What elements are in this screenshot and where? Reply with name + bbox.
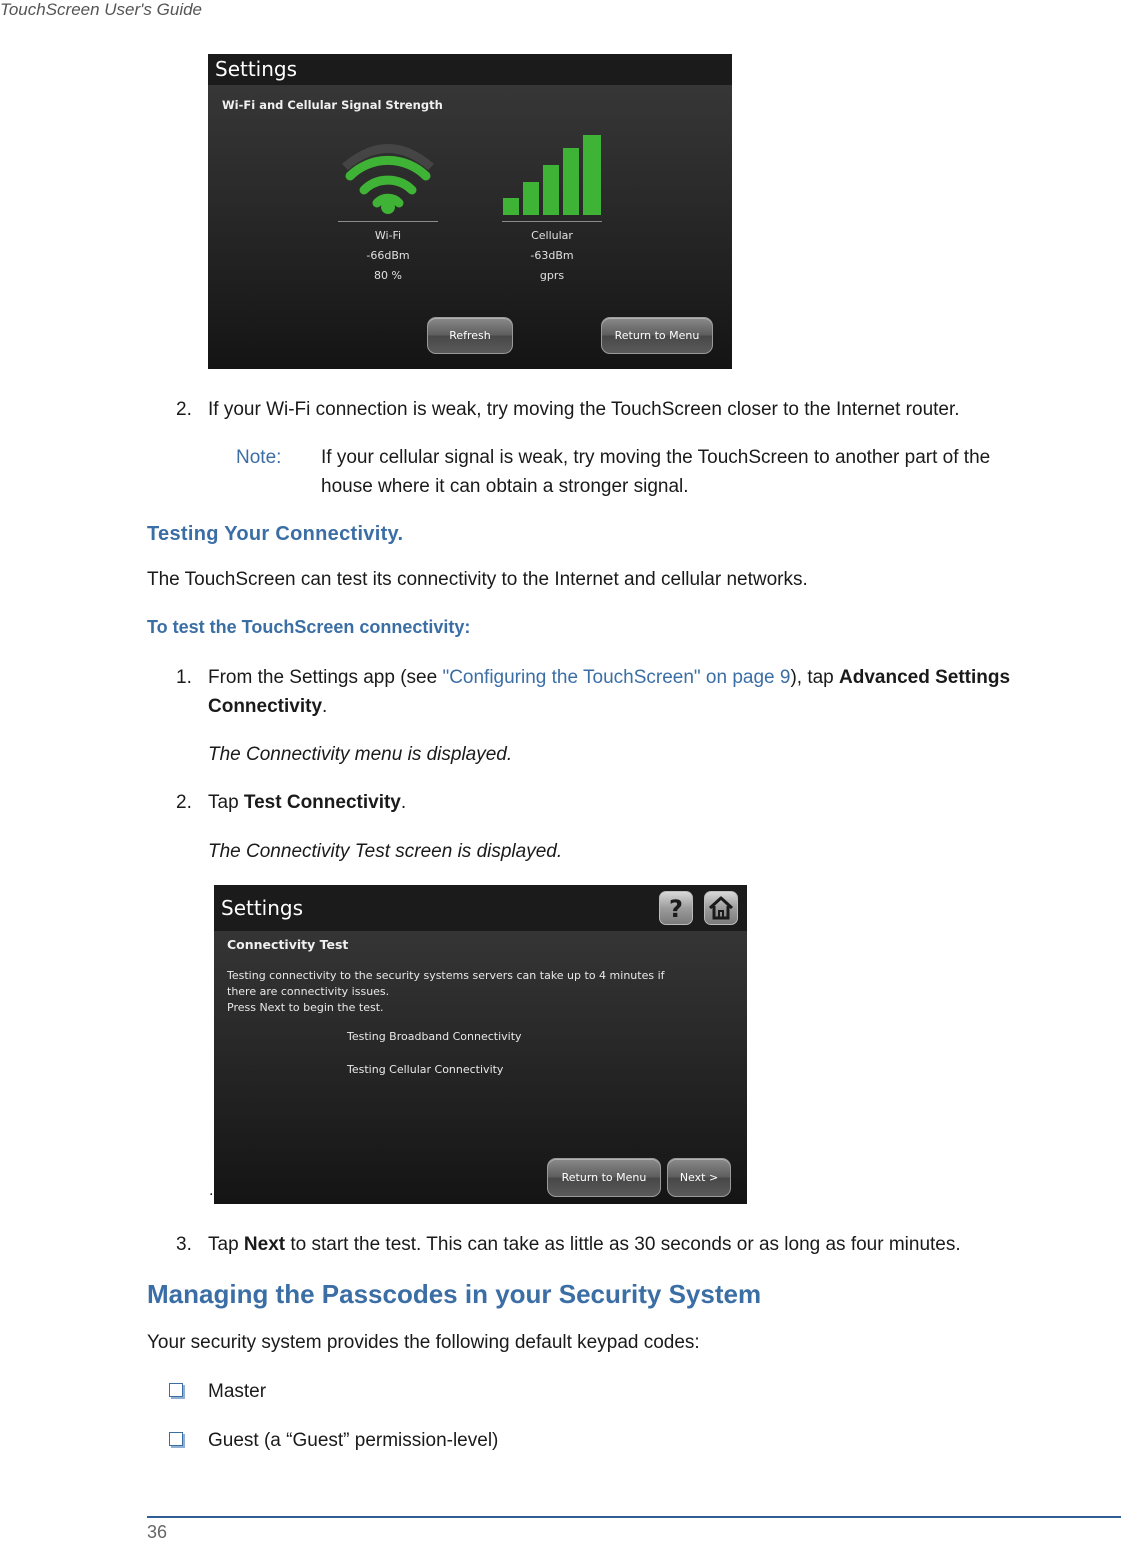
next-term: Next: [243, 1234, 286, 1255]
step-3-pre: Tap: [208, 1234, 244, 1255]
next-button[interactable]: Next >: [667, 1158, 731, 1197]
description-line-1: Testing connectivity to the security systems servers can take up to 4 minutes if: [227, 969, 665, 982]
cellular-dbm: -63dBm: [530, 249, 574, 262]
screen-subtitle: Wi-Fi and Cellular Signal Strength: [222, 98, 443, 112]
cellular-network: gprs: [539, 269, 565, 282]
note-label: Note:: [236, 447, 282, 468]
step-2-pre: Tap: [208, 792, 244, 813]
cellular-test-item: Testing Cellular Connectivity: [347, 1063, 504, 1076]
svg-text:?: ?: [669, 895, 683, 923]
step-2-post: .: [400, 792, 407, 813]
cellular-separator: [502, 221, 602, 222]
step-number: 1.: [176, 667, 192, 688]
list-item: Guest (a “Guest” permission-level): [208, 1430, 499, 1451]
cellular-bar-4: [563, 148, 579, 215]
section-heading: Testing Your Connectivity.: [147, 523, 404, 545]
step-3-text: [208, 1230, 961, 1259]
footer-rule: [147, 1516, 1121, 1518]
home-icon: [705, 892, 737, 924]
question-mark-icon: [660, 892, 692, 924]
connectivity-term: Connectivity: [208, 696, 323, 717]
screen-subtitle: Connectivity Test: [227, 937, 349, 952]
cellular-bar-2: [523, 182, 539, 215]
checkbox-bullet-icon: [169, 1432, 183, 1446]
refresh-button[interactable]: Refresh: [427, 317, 513, 354]
step-number: 2.: [176, 399, 192, 420]
checkbox-bullet-icon: [169, 1383, 183, 1397]
running-header: TouchScreen User's Guide: [0, 0, 202, 19]
wifi-readout: [338, 226, 438, 286]
stray-period: .: [209, 1182, 214, 1199]
list-item: Master: [208, 1381, 267, 1402]
advanced-settings-term: Advanced Settings: [839, 667, 1011, 688]
step-1-post: .: [322, 696, 328, 717]
step-1-text: [208, 663, 1098, 721]
step-2-text: [208, 788, 406, 817]
note-line-1: If your cellular signal is weak, try moving the TouchScreen to another part of the: [321, 447, 991, 468]
step-number: 3.: [176, 1234, 192, 1255]
test-description: [227, 968, 665, 1016]
step-text: If your Wi-Fi connection is weak, try moving the TouchScreen closer to the Internet router.: [208, 399, 960, 420]
signal-strength-screenshot: [208, 54, 732, 369]
description-line-3: Press Next to begin the test.: [227, 1001, 384, 1014]
note-text: [321, 443, 1101, 501]
step-1-mid: ), tap: [790, 667, 840, 688]
procedure-heading: To test the TouchScreen connectivity:: [147, 617, 471, 637]
home-button[interactable]: [704, 891, 738, 925]
note-line-2: house where it can obtain a stronger signal.: [321, 476, 689, 497]
step-number: 2.: [176, 792, 192, 813]
cellular-label: Cellular: [531, 229, 573, 242]
cellular-bar-1: [503, 198, 519, 215]
return-to-menu-button[interactable]: Return to Menu: [547, 1158, 661, 1197]
section-intro: The TouchScreen can test its connectivity to the Internet and cellular networks.: [147, 569, 808, 590]
help-button[interactable]: [659, 891, 693, 925]
description-line-2: there are connectivity issues.: [227, 985, 390, 998]
wifi-separator: [338, 221, 438, 222]
page-number: 36: [147, 1522, 168, 1542]
screen-title: Settings: [214, 885, 747, 931]
broadband-test-item: Testing Broadband Connectivity: [347, 1030, 522, 1043]
cellular-bar-3: [543, 165, 559, 215]
test-connectivity-term: Test Connectivity: [243, 792, 401, 813]
passcodes-intro: Your security system provides the following default keypad codes:: [147, 1332, 700, 1353]
passcodes-heading: Managing the Passcodes in your Security System: [147, 1279, 762, 1309]
configuring-link[interactable]: "Configuring the TouchScreen" on page 9: [442, 667, 791, 688]
step-1-result: The Connectivity menu is displayed.: [208, 744, 513, 765]
cellular-readout: [502, 226, 602, 286]
return-to-menu-button[interactable]: Return to Menu: [601, 317, 713, 354]
wifi-percent: 80 %: [374, 269, 402, 282]
screen-title: Settings: [208, 54, 732, 85]
step-3-post: to start the test. This can take as little as 30 seconds or as long as four minutes.: [285, 1234, 961, 1255]
step-1-pre: From the Settings app (see: [208, 667, 443, 688]
cellular-bar-5: [583, 135, 601, 215]
wifi-icon: [336, 132, 440, 218]
wifi-dbm: -66dBm: [366, 249, 410, 262]
step-2-result: The Connectivity Test screen is displayed.: [208, 841, 563, 862]
wifi-label: Wi-Fi: [374, 229, 402, 242]
connectivity-test-screenshot: [214, 885, 747, 1204]
